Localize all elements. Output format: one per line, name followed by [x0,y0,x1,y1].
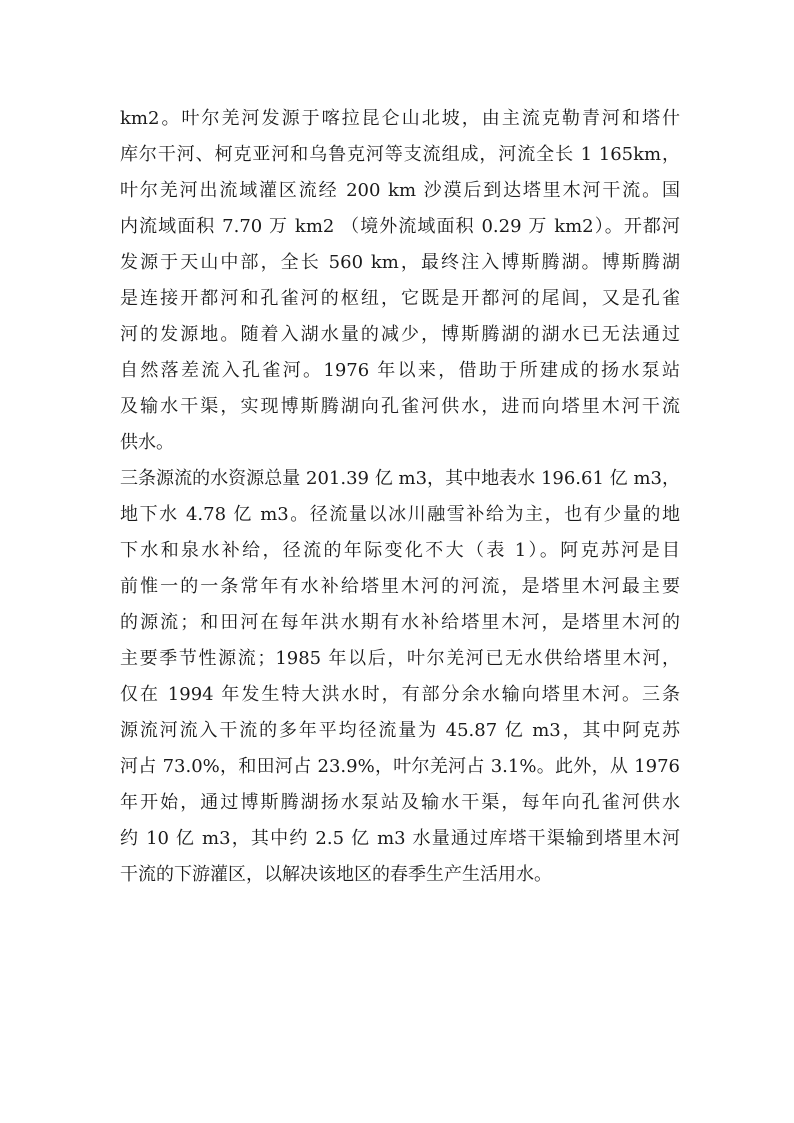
text-line: 主要季节性源流；1985 年以后，叶尔羌河已无水供给塔里木河， [120,648,680,669]
text-line: 是连接开都河和孔雀河的枢纽，它既是开都河的尾闾，又是孔雀 [120,288,680,309]
text-line: 库尔干河、柯克亚河和乌鲁克河等支流组成，河流全长 1 165km， [120,144,680,165]
text-line: 约 10 亿 m3，其中约 2.5 亿 m3 水量通过库塔干渠输到塔里木河 [120,828,680,849]
text-line: 发源于天山中部，全长 560 km，最终注入博斯腾湖。博斯腾湖 [120,252,680,273]
text-line: 自然落差流入孔雀河。1976 年以来，借助于所建成的扬水泵站 [120,360,680,381]
text-line: 地下水 4.78 亿 m3。径流量以冰川融雪补给为主，也有少量的地 [120,504,680,525]
text-line: 源流河流入干流的多年平均径流量为 45.87 亿 m3，其中阿克苏 [120,720,680,741]
text-line: 的源流；和田河在每年洪水期有水补给塔里木河，是塔里木河的 [120,612,680,633]
text-line: 年开始，通过博斯腾湖扬水泵站及输水干渠，每年向孔雀河供水 [120,792,680,813]
text-line: 及输水干渠，实现博斯腾湖向孔雀河供水，进而向塔里木河干流 [120,396,680,417]
text-line: 供水。 [120,432,174,453]
text-line: 三条源流的水资源总量 201.39 亿 m3，其中地表水 196.61 亿 m3， [120,468,680,489]
text-line: 叶尔羌河出流域灌区流经 200 km 沙漠后到达塔里木河干流。国 [120,180,680,201]
text-line: 河占 73.0%，和田河占 23.9%，叶尔羌河占 3.1%。此外，从 1976 [120,756,680,777]
text-line: km2。叶尔羌河发源于喀拉昆仑山北坡，由主流克勒青河和塔什 [120,108,680,129]
text-line: 下水和泉水补给，径流的年际变化不大（表 1）。阿克苏河是目 [120,540,680,561]
text-line: 仅在 1994 年发生特大洪水时，有部分余水输向塔里木河。三条 [120,684,680,705]
text-line: 河的发源地。随着入湖水量的减少，博斯腾湖的湖水已无法通过 [120,324,680,345]
text-line: 内流域面积 7.70 万 km2 （境外流域面积 0.29 万 km2）。开都河 [120,216,680,237]
text-line: 前惟一的一条常年有水补给塔里木河的河流，是塔里木河最主要 [120,576,680,597]
text-line: 干流的下游灌区，以解决该地区的春季生产生活用水。 [120,864,552,885]
